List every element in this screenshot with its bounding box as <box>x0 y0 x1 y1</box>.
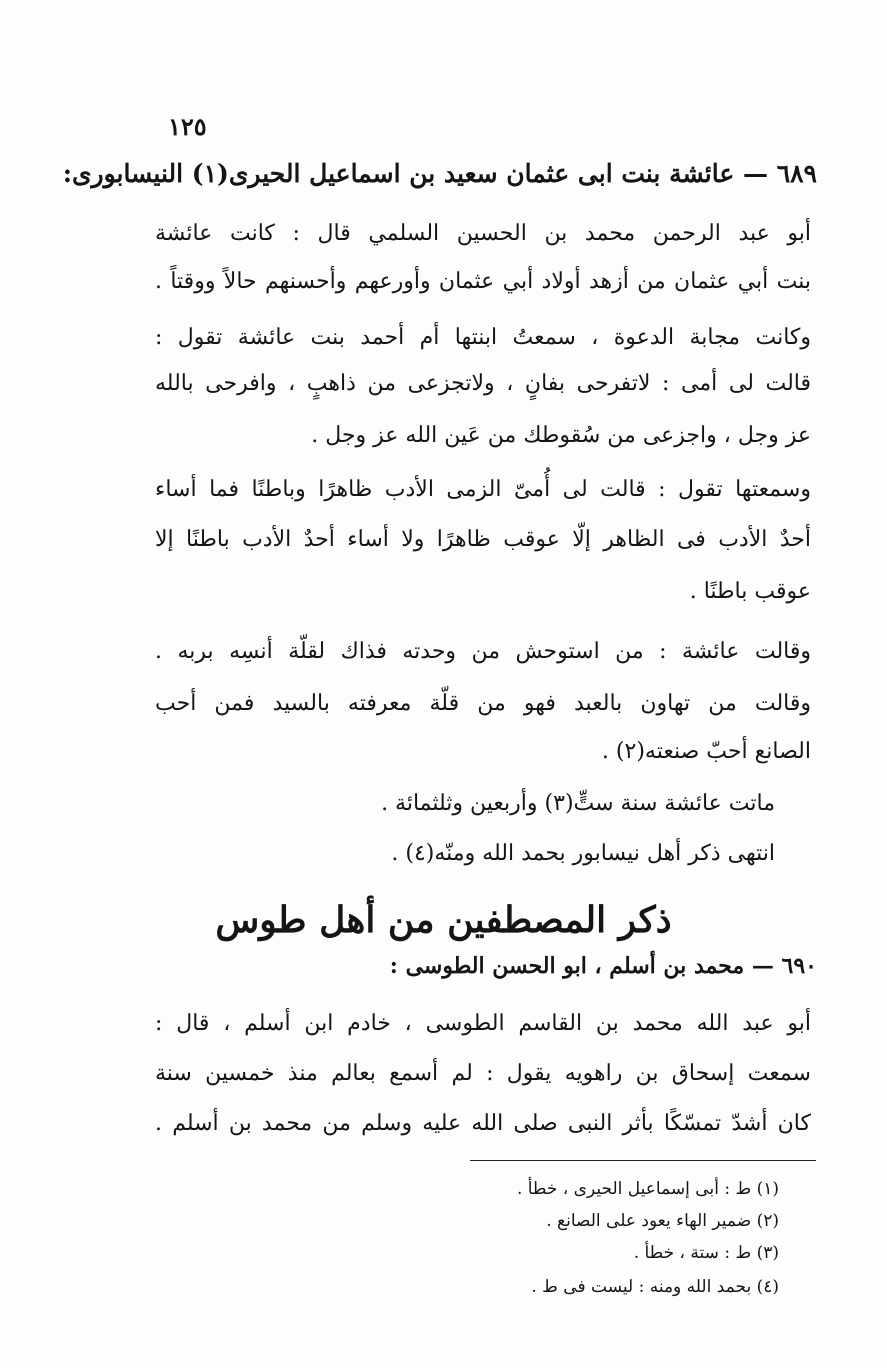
entry-689-heading: ٦٨٩ — عائشة بنت ابى عثمان سعيد بن اسماعيل الحيرى(١) النيسابورى: <box>62 159 817 188</box>
section-title: ذكر المصطفين من أهل طوس <box>215 899 672 941</box>
footnote-separator <box>470 1160 816 1161</box>
entry-689-line-12: ماتت عائشة سنة ستٍّ(٣) وأربعين وثلثمائة . <box>381 791 775 816</box>
entry-689-line-5: عز وجل ، واجزعى من سُقوطك من عَين الله عز وجل . <box>311 423 811 448</box>
entry-689-line-8: عوقب باطنًا . <box>689 579 811 604</box>
footnote-2: (٢) ضمير الهاء يعود على الصانع . <box>546 1211 779 1231</box>
entry-689-line-6: وسمعتها تقول : قالت لى أُمىّ الزمى الأدب ظاهرًا وباطنًا فما أساء <box>155 477 811 502</box>
entry-690-line-3: كان أشدّ تمسّكًا بأثر النبى صلى الله عليه وسلم من محمد بن أسلم . <box>155 1111 811 1136</box>
page-number: ١٢٥ <box>168 112 207 141</box>
entry-689-line-9: وقالت عائشة : من استوحش من وحدته فذاك لقلّة أنسِه بربه . <box>155 639 811 664</box>
entry-690-heading: ٦٩٠ — محمد بن أسلم ، ابو الحسن الطوسى : <box>389 953 817 979</box>
entry-689-line-10: وقالت من تهاون بالعبد فهو من قلّة معرفته بالسيد فمن أحب <box>155 691 811 716</box>
entry-689-line-13: انتهى ذكر أهل نيسابور بحمد الله ومنّه(٤) . <box>391 841 775 866</box>
entry-690-line-1: أبو عبد الله محمد بن القاسم الطوسى ، خادم ابن أسلم ، قال : <box>155 1011 811 1036</box>
entry-689-line-3: وكانت مجابة الدعوة ، سمعتُ ابنتها أم أحمد بنت عائشة تقول : <box>155 325 811 350</box>
entry-689-line-1: أبو عبد الرحمن محمد بن الحسين السلمي قال : كانت عائشة <box>155 221 811 246</box>
entry-690-line-2: سمعت إسحاق بن راهويه يقول : لم أسمع بعالم منذ خمسين سنة <box>155 1061 811 1086</box>
entry-689-line-2: بنت أبي عثمان من أزهد أولاد أبي عثمان وأورعهم وأحسنهم حالاً ووقتاً . <box>155 269 811 294</box>
footnote-1: (١) ط : أبى إسماعيل الحيرى ، خطأ . <box>516 1179 779 1199</box>
footnote-4: (٤) بحمد الله ومنه : ليست فى ط . <box>531 1277 779 1297</box>
entry-689-line-4: قالت لى أمى : لاتفرحى بفانٍ ، ولاتجزعى من ذاهبٍ ، وافرحى بالله <box>155 371 811 396</box>
entry-689-line-11: الصانع أحبّ صنعته(٢) . <box>601 739 811 764</box>
footnote-3: (٣) ط : ستة ، خطأ . <box>633 1243 779 1263</box>
entry-689-line-7: أحدٌ الأدب فى الظاهر إلّا عوقب ظاهرًا ولا أساء أحدٌ الأدب باطنًا إلا <box>155 527 811 552</box>
